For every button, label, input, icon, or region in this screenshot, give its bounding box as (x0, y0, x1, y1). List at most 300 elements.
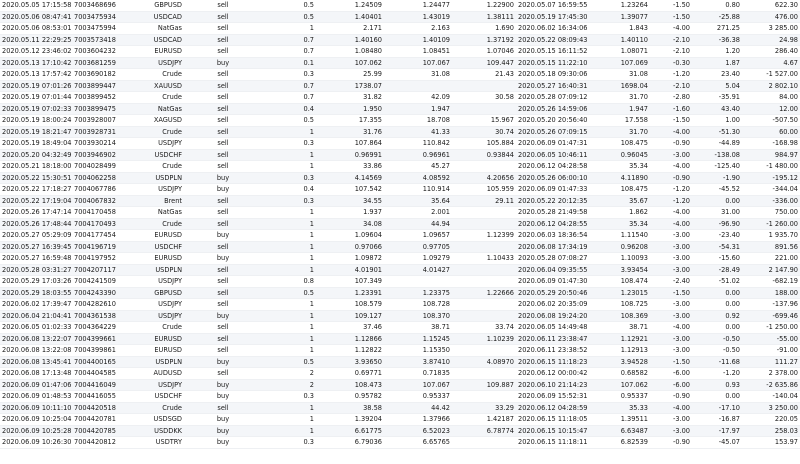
symbol-cell: USDJPY (130, 138, 184, 150)
profit-cell: 12.00 (742, 103, 800, 115)
type-cell: sell (184, 0, 262, 11)
close-price-cell: 38.71 (596, 322, 650, 334)
close-time-cell: 2020.06.15 11:18:11 (516, 437, 596, 449)
stop-loss-cell: 44.42 (384, 402, 452, 414)
volume-cell: 0.8 (262, 276, 316, 288)
commission-cell: -2.10 (650, 80, 692, 92)
volume-cell: 1 (262, 299, 316, 311)
profit-cell: -195.12 (742, 172, 800, 184)
table-row (0, 207, 800, 219)
take-profit-cell (452, 391, 516, 403)
table-row (0, 276, 800, 288)
ticket-cell: 7004170458 (72, 207, 130, 219)
commission-cell: -3.00 (650, 253, 692, 265)
stop-loss-cell: 1.08451 (384, 46, 452, 58)
profit-cell: 188.00 (742, 287, 800, 299)
close-time-cell: 2020.05.28 07:08:27 (516, 253, 596, 265)
take-profit-cell (452, 207, 516, 219)
open-time-cell: 2020.05.13 17:10:42 (2, 58, 72, 67)
open-time-cell: 2020.06.08 13:22:08 (2, 346, 72, 354)
commission-cell: -6.00 (650, 379, 692, 391)
swap-cell: 1.00 (692, 115, 742, 127)
swap-cell: 0.00 (692, 195, 742, 207)
volume-cell: 1 (262, 345, 316, 357)
close-time-cell: 2020.05.26 14:59:06 (516, 103, 596, 115)
profit-cell: -682.19 (742, 276, 800, 288)
stop-loss-cell: 41.33 (384, 126, 452, 138)
close-time-cell: 2020.05.22 20:12:35 (516, 195, 596, 207)
close-price-cell: 4.11890 (596, 172, 650, 184)
swap-cell: -0.50 (692, 345, 742, 357)
commission-cell: -1.50 (650, 0, 692, 11)
open-time-cell: 2020.05.19 07:01:44 (2, 93, 72, 101)
close-time-cell: 2020.06.11 23:38:47 (516, 333, 596, 345)
close-price-cell: 35.33 (596, 402, 650, 414)
open-price-cell: 6.79036 (316, 437, 384, 449)
close-price-cell: 1.12921 (596, 333, 650, 345)
stop-loss-cell: 0.95337 (384, 391, 452, 403)
open-time-cell: 2020.05.13 17:57:42 (2, 70, 72, 78)
commission-cell: -3.00 (650, 241, 692, 253)
close-time-cell: 2020.06.15 10:15:47 (516, 425, 596, 437)
take-profit-cell (452, 103, 516, 115)
close-time-cell: 2020.06.05 10:46:11 (516, 149, 596, 161)
close-time-cell: 2020.06.09 01:47:33 (516, 184, 596, 196)
take-profit-cell (452, 80, 516, 92)
open-time-cell: 2020.06.09 10:26:30 (2, 438, 72, 446)
swap-cell: 23.40 (692, 69, 742, 81)
open-time-cell: 2020.05.28 03:31:27 (2, 265, 72, 274)
open-price-cell: 107.542 (316, 184, 384, 196)
swap-cell: -17.97 (692, 425, 742, 437)
close-time-cell: 2020.06.10 21:14:23 (516, 379, 596, 391)
commission-cell: -1.20 (650, 195, 692, 207)
close-time-cell: 2020.06.05 14:49:48 (516, 322, 596, 334)
commission-cell: -4.00 (650, 322, 692, 334)
symbol-cell: XAGUSD (130, 115, 184, 127)
volume-cell: 0.4 (262, 184, 316, 196)
symbol-cell: USDCAD (130, 34, 184, 46)
close-price-cell: 0.68582 (596, 368, 650, 380)
symbol-cell: Crude (130, 69, 184, 81)
ticket-cell: 7004416055 (72, 391, 130, 403)
symbol-cell: EURUSD (130, 253, 184, 265)
volume-cell: 0.3 (262, 195, 316, 207)
table-row (0, 195, 800, 207)
open-price-cell: 1.39204 (316, 414, 384, 426)
close-price-cell: 1.08071 (596, 46, 650, 58)
table-row (0, 345, 800, 357)
ticket-cell: 7003930214 (72, 138, 130, 150)
type-cell: buy (184, 437, 262, 449)
profit-cell: 221.00 (742, 253, 800, 265)
stop-loss-cell: 107.067 (384, 57, 452, 69)
close-price-cell: 108.475 (596, 184, 650, 196)
close-time-cell: 2020.06.09 01:47:31 (516, 138, 596, 150)
volume-cell: 1 (262, 241, 316, 253)
close-time-cell: 2020.05.22 08:09:43 (516, 34, 596, 46)
profit-cell: -336.00 (742, 195, 800, 207)
take-profit-cell: 1.42187 (452, 414, 516, 426)
type-cell: sell (184, 46, 262, 58)
stop-loss-cell: 1.40109 (384, 34, 452, 46)
take-profit-cell: 15.967 (452, 115, 516, 127)
close-time-cell: 2020.05.26 06:00:10 (516, 172, 596, 184)
ticket-cell: 7004170493 (72, 218, 130, 230)
open-price-cell: 1.40401 (316, 11, 384, 23)
symbol-cell: USDDKK (130, 425, 184, 437)
ticket-cell: 7004243390 (72, 287, 130, 299)
close-price-cell: 1.39077 (596, 11, 650, 23)
close-time-cell: 2020.06.02 16:34:06 (516, 23, 596, 35)
ticket-cell: 7003690182 (72, 69, 130, 81)
volume-cell: 0.3 (262, 391, 316, 403)
close-price-cell: 35.34 (596, 161, 650, 173)
type-cell: buy (184, 379, 262, 391)
close-price-cell: 1.23015 (596, 287, 650, 299)
close-time-cell: 2020.06.15 11:18:23 (516, 356, 596, 368)
stop-loss-cell: 1.947 (384, 103, 452, 115)
profit-cell: 286.40 (742, 46, 800, 58)
volume-cell: 0.4 (262, 103, 316, 115)
close-price-cell: 1.39511 (596, 414, 650, 426)
take-profit-cell: 33.29 (452, 402, 516, 414)
close-time-cell: 2020.05.18 09:30:06 (516, 69, 596, 81)
close-time-cell: 2020.05.27 16:40:31 (516, 80, 596, 92)
close-time-cell: 2020.06.09 15:52:31 (516, 391, 596, 403)
type-cell: buy (184, 356, 262, 368)
take-profit-cell (452, 345, 516, 357)
take-profit-cell (452, 161, 516, 173)
stop-loss-cell: 6.65765 (384, 437, 452, 449)
ticket-cell: 7003899447 (72, 80, 130, 92)
close-price-cell: 1.12913 (596, 345, 650, 357)
ticket-cell: 7004420785 (72, 425, 130, 437)
type-cell: sell (184, 333, 262, 345)
swap-cell: -51.02 (692, 276, 742, 288)
swap-cell: 1.87 (692, 57, 742, 69)
open-price-cell: 2.171 (316, 23, 384, 35)
take-profit-cell: 29.11 (452, 195, 516, 207)
ticket-cell: 7004420781 (72, 414, 130, 426)
symbol-cell: USDCHF (130, 241, 184, 253)
symbol-cell: NatGas (130, 207, 184, 219)
close-time-cell: 2020.06.12 04:28:58 (516, 161, 596, 173)
volume-cell: 0.5 (262, 287, 316, 299)
ticket-cell: 7004067786 (72, 184, 130, 196)
profit-cell: -507.50 (742, 115, 800, 127)
commission-cell: -3.00 (650, 345, 692, 357)
table-row (0, 425, 800, 437)
ticket-cell: 7003681259 (72, 57, 130, 69)
open-price-cell: 33.86 (316, 161, 384, 173)
volume-cell: 1 (262, 253, 316, 265)
profit-cell: 2 378.00 (742, 368, 800, 380)
open-price-cell: 25.99 (316, 69, 384, 81)
take-profit-cell: 4.08970 (452, 356, 516, 368)
close-price-cell: 1.862 (596, 207, 650, 219)
open-time-cell: 2020.05.06 08:47:41 (2, 12, 72, 21)
swap-cell: 0.00 (692, 322, 742, 334)
stop-loss-cell: 42.09 (384, 92, 452, 104)
stop-loss-cell: 1.24477 (384, 0, 452, 11)
open-price-cell: 31.82 (316, 92, 384, 104)
close-time-cell: 2020.06.04 09:35:55 (516, 264, 596, 276)
profit-cell: -1 480.00 (742, 161, 800, 173)
symbol-cell: XAUUSD (130, 80, 184, 92)
open-price-cell: 34.08 (316, 218, 384, 230)
swap-cell: -16.87 (692, 414, 742, 426)
profit-cell: 258.03 (742, 425, 800, 437)
type-cell: sell (184, 195, 262, 207)
commission-cell: -3.00 (650, 414, 692, 426)
commission-cell: -1.20 (650, 184, 692, 196)
stop-loss-cell: 110.914 (384, 184, 452, 196)
table-row (0, 92, 800, 104)
close-price-cell: 6.63487 (596, 425, 650, 437)
take-profit-cell: 21.43 (452, 69, 516, 81)
ticket-cell: 7004196719 (72, 241, 130, 253)
swap-cell: 31.00 (692, 207, 742, 219)
open-price-cell: 0.69771 (316, 368, 384, 380)
type-cell: buy (184, 230, 262, 242)
type-cell: sell (184, 80, 262, 92)
swap-cell: -1.20 (692, 368, 742, 380)
close-time-cell: 2020.06.11 23:38:52 (516, 345, 596, 357)
swap-cell: 43.40 (692, 103, 742, 115)
type-cell: buy (184, 391, 262, 403)
close-time-cell: 2020.06.12 04:28:59 (516, 402, 596, 414)
volume-cell: 1 (262, 218, 316, 230)
ticket-cell: 7004177454 (72, 230, 130, 242)
take-profit-cell: 1.37192 (452, 34, 516, 46)
take-profit-cell (452, 310, 516, 322)
open-time-cell: 2020.05.19 18:49:04 (2, 139, 72, 147)
stop-loss-cell: 0.96961 (384, 149, 452, 161)
table-row (0, 310, 800, 322)
take-profit-cell (452, 437, 516, 449)
commission-cell: -1.20 (650, 69, 692, 81)
close-time-cell: 2020.05.28 21:49:58 (516, 207, 596, 219)
volume-cell: 0.3 (262, 437, 316, 449)
swap-cell: -44.89 (692, 138, 742, 150)
open-time-cell: 2020.05.20 04:32:49 (2, 150, 72, 159)
close-time-cell: 2020.05.19 17:45:30 (516, 11, 596, 23)
stop-loss-cell: 44.94 (384, 218, 452, 230)
ticket-cell: 7004028499 (72, 161, 130, 173)
take-profit-cell: 1.690 (452, 23, 516, 35)
symbol-cell: USDPLN (130, 172, 184, 184)
close-price-cell: 0.96208 (596, 241, 650, 253)
profit-cell: 3 285.00 (742, 23, 800, 35)
commission-cell: -4.00 (650, 23, 692, 35)
commission-cell: -0.90 (650, 437, 692, 449)
swap-cell: 0.00 (692, 287, 742, 299)
type-cell: sell (184, 322, 262, 334)
close-price-cell: 1.11540 (596, 230, 650, 242)
symbol-cell: Crude (130, 92, 184, 104)
profit-cell: -2 635.86 (742, 379, 800, 391)
swap-cell: -15.60 (692, 253, 742, 265)
open-price-cell: 0.96991 (316, 149, 384, 161)
symbol-cell: Crude (130, 161, 184, 173)
profit-cell: -168.98 (742, 138, 800, 150)
profit-cell: -140.04 (742, 391, 800, 403)
profit-cell: 111.27 (742, 356, 800, 368)
open-price-cell: 1.40160 (316, 34, 384, 46)
open-time-cell: 2020.05.06 08:53:01 (2, 24, 72, 32)
take-profit-cell: 105.884 (452, 138, 516, 150)
take-profit-cell: 1.10239 (452, 333, 516, 345)
open-price-cell: 17.355 (316, 115, 384, 127)
volume-cell: 1 (262, 322, 316, 334)
open-time-cell: 2020.06.02 17:39:47 (2, 300, 72, 308)
stop-loss-cell: 18.708 (384, 115, 452, 127)
symbol-cell: USDSGD (130, 414, 184, 426)
close-price-cell: 35.34 (596, 218, 650, 230)
commission-cell: -1.50 (650, 115, 692, 127)
symbol-cell: EURUSD (130, 230, 184, 242)
table-row (0, 57, 800, 69)
open-price-cell: 0.97066 (316, 241, 384, 253)
open-time-cell: 2020.06.09 10:25:28 (2, 426, 72, 435)
symbol-cell: Crude (130, 126, 184, 138)
profit-cell: 622.30 (742, 0, 800, 11)
stop-loss-cell: 38.71 (384, 322, 452, 334)
volume-cell: 1 (262, 23, 316, 35)
stop-loss-cell: 2.001 (384, 207, 452, 219)
open-time-cell: 2020.06.09 01:47:06 (2, 380, 72, 389)
close-price-cell: 35.67 (596, 195, 650, 207)
swap-cell: -11.68 (692, 356, 742, 368)
ticket-cell: 7003928007 (72, 115, 130, 127)
table-row (0, 437, 800, 449)
open-price-cell: 1.12822 (316, 345, 384, 357)
swap-cell: 0.80 (692, 0, 742, 11)
stop-loss-cell: 108.728 (384, 299, 452, 311)
close-price-cell: 31.70 (596, 126, 650, 138)
type-cell: sell (184, 103, 262, 115)
take-profit-cell (452, 264, 516, 276)
commission-cell: -1.50 (650, 11, 692, 23)
commission-cell: -0.90 (650, 391, 692, 403)
ticket-cell: 7004197952 (72, 253, 130, 265)
symbol-cell: NatGas (130, 23, 184, 35)
ticket-cell: 7004282610 (72, 299, 130, 311)
close-price-cell: 108.475 (596, 138, 650, 150)
symbol-cell: NatGas (130, 103, 184, 115)
ticket-cell: 7003604232 (72, 46, 130, 58)
commission-cell: -3.00 (650, 264, 692, 276)
stop-loss-cell: 1.09657 (384, 230, 452, 242)
type-cell: buy (184, 310, 262, 322)
commission-cell: -2.80 (650, 92, 692, 104)
open-time-cell: 2020.05.22 17:18:27 (2, 185, 72, 193)
open-time-cell: 2020.06.09 10:25:04 (2, 415, 72, 423)
close-time-cell: 2020.06.03 18:36:54 (516, 230, 596, 242)
stop-loss-cell: 2.163 (384, 23, 452, 35)
stop-loss-cell: 1.43019 (384, 11, 452, 23)
ticket-cell: 7004404585 (72, 368, 130, 380)
volume-cell: 0.7 (262, 46, 316, 58)
table-row (0, 184, 800, 196)
profit-cell: -344.04 (742, 184, 800, 196)
table-row (0, 34, 800, 46)
close-price-cell: 107.062 (596, 379, 650, 391)
open-time-cell: 2020.05.27 05:29:09 (2, 231, 72, 239)
type-cell: sell (184, 138, 262, 150)
table-row (0, 322, 800, 334)
stop-loss-cell: 1.23375 (384, 287, 452, 299)
table-row (0, 149, 800, 161)
open-time-cell: 2020.05.27 16:39:45 (2, 242, 72, 251)
commission-cell: -2.40 (650, 276, 692, 288)
open-price-cell: 1.08480 (316, 46, 384, 58)
open-time-cell: 2020.06.08 13:22:07 (2, 334, 72, 343)
take-profit-cell: 6.78774 (452, 425, 516, 437)
open-price-cell: 31.76 (316, 126, 384, 138)
commission-cell: -2.10 (650, 34, 692, 46)
open-price-cell: 1.950 (316, 103, 384, 115)
open-time-cell: 2020.06.08 13:45:41 (2, 357, 72, 366)
close-time-cell: 2020.05.07 16:59:55 (516, 0, 596, 11)
open-price-cell: 1738.07 (316, 80, 384, 92)
open-price-cell: 107.062 (316, 57, 384, 69)
volume-cell: 1 (262, 414, 316, 426)
close-time-cell: 2020.06.08 17:34:19 (516, 241, 596, 253)
stop-loss-cell: 31.08 (384, 69, 452, 81)
close-time-cell: 2020.06.08 19:24:20 (516, 310, 596, 322)
swap-cell: -28.49 (692, 264, 742, 276)
commission-cell: -2.10 (650, 46, 692, 58)
close-price-cell: 108.369 (596, 310, 650, 322)
table-row (0, 103, 800, 115)
ticket-cell: 7004062258 (72, 172, 130, 184)
close-price-cell: 31.08 (596, 69, 650, 81)
open-price-cell: 0.95782 (316, 391, 384, 403)
stop-loss-cell: 45.27 (384, 161, 452, 173)
open-time-cell: 2020.05.26 17:48:44 (2, 219, 72, 228)
open-time-cell: 2020.05.12 23:46:02 (2, 47, 72, 55)
type-cell: sell (184, 34, 262, 46)
symbol-cell: USDJPY (130, 379, 184, 391)
commission-cell: -1.50 (650, 287, 692, 299)
volume-cell: 1 (262, 149, 316, 161)
profit-cell: 2 147.90 (742, 264, 800, 276)
volume-cell: 0.7 (262, 34, 316, 46)
stop-loss-cell: 3.87410 (384, 356, 452, 368)
profit-cell: -137.96 (742, 299, 800, 311)
volume-cell: 1 (262, 264, 316, 276)
volume-cell: 0.7 (262, 92, 316, 104)
swap-cell: -51.30 (692, 126, 742, 138)
ticket-cell: 7004241509 (72, 276, 130, 288)
open-time-cell: 2020.06.09 01:48:53 (2, 392, 72, 400)
profit-cell: -55.00 (742, 333, 800, 345)
ticket-cell: 7004207117 (72, 264, 130, 276)
profit-cell: 891.56 (742, 241, 800, 253)
swap-cell: 0.00 (692, 391, 742, 403)
type-cell: sell (184, 92, 262, 104)
commission-cell: -1.60 (650, 103, 692, 115)
profit-cell: -699.46 (742, 310, 800, 322)
volume-cell: 1 (262, 230, 316, 242)
commission-cell: -4.00 (650, 161, 692, 173)
take-profit-cell (452, 241, 516, 253)
ticket-cell: 7004361538 (72, 310, 130, 322)
commission-cell: -3.00 (650, 333, 692, 345)
swap-cell: -35.91 (692, 92, 742, 104)
